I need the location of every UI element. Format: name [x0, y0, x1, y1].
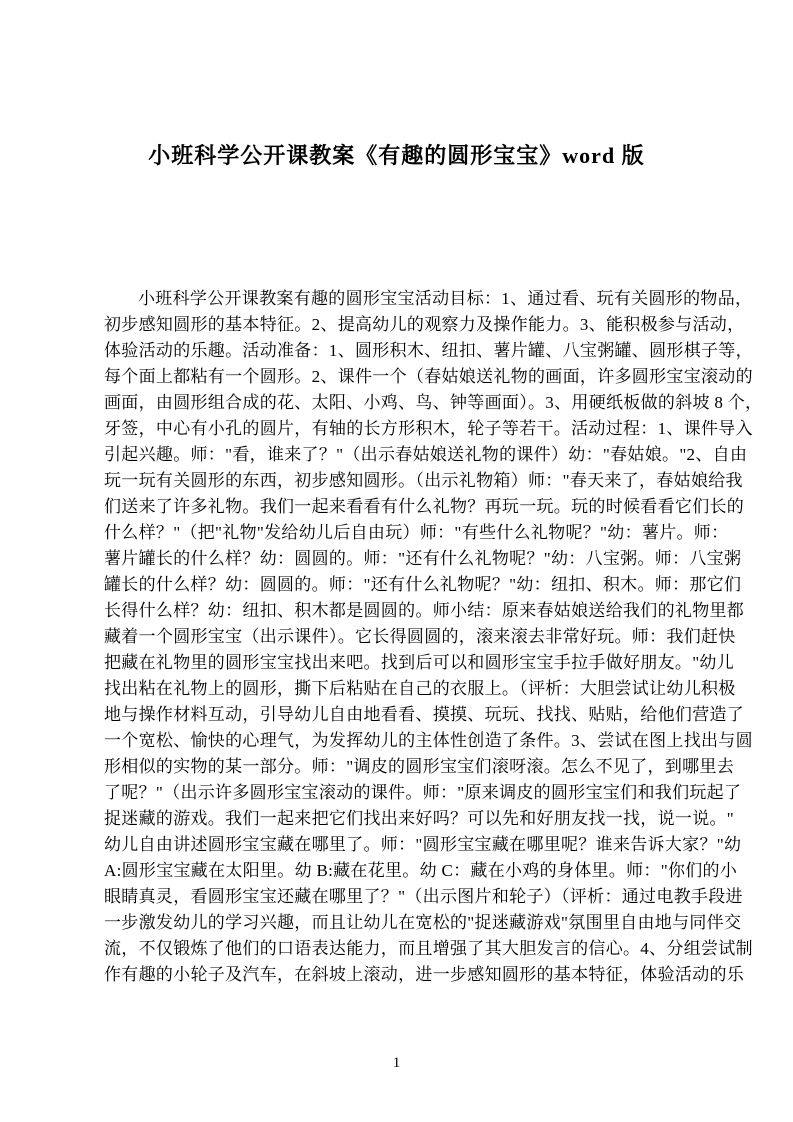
body-text-line: 地与操作材料互动，引导幼儿自由地看看、摸摸、玩玩、找找、贴贴，给他们营造了 [104, 705, 745, 724]
body-text-line: 画面，由圆形组合成的花、太阳、小鸡、鸟、钟等画面）。3、用硬纸板做的斜坡 8 个， [104, 393, 763, 412]
body-text-line: 薯片罐长的什么样？幼：圆圆的。师："还有什么礼物呢？"幼：八宝粥。师：八宝粥 [104, 549, 742, 568]
body-text-line: 流，不仅锻炼了他们的口语表达能力，而且增强了其大胆发言的信心。4、分组尝试制 [104, 939, 753, 958]
body-text-line: 长得什么样？幼：纽扣、积木都是圆圆的。师小结：原来春姑娘送给我们的礼物里都 [104, 601, 745, 620]
page-number: 1 [392, 1055, 401, 1071]
body-text-line: 一个宽松、愉快的心理气，为发挥幼儿的主体性创造了条件。3、尝试在图上找出与圆 [104, 731, 753, 750]
body-text-line: 们送来了许多礼物。我们一起来看看有什么礼物？再玩一玩。玩的时候看看它们长的 [104, 497, 745, 516]
body-text-line: 幼儿自由讲述圆形宝宝藏在哪里了。师："圆形宝宝藏在哪里呢？谁来告诉大家？"幼 [104, 835, 742, 854]
body-text-line: 作有趣的小轮子及汽车，在斜坡上滚动，进一步感知圆形的基本特征，体验活动的乐 [104, 965, 745, 984]
body-text-line: 捉迷藏的游戏。我们一起来把它们找出来好吗？可以先和好朋友找一找，说一说。" [104, 809, 735, 828]
body-text-line: 小班科学公开课教案有趣的圆形宝宝活动目标：1、通过看、玩有关圆形的物品， [138, 289, 753, 308]
body-text-line: 牙签，中心有小孔的圆片，有轴的长方形积木，轮子等若干。活动过程：1、课件导入 [104, 419, 753, 438]
body-text-line: 眼睛真灵，看圆形宝宝还藏在哪里了？"（出示图片和轮子）（评析：通过电教手段进 [104, 887, 743, 906]
document-body [104, 286, 793, 988]
body-text-line: 初步感知圆形的基本特征。2、提高幼儿的观察力及操作能力。3、能积极参与活动， [104, 315, 745, 334]
body-text-line: 了呢？"（出示许多圆形宝宝滚动的课件。师："原来调皮的圆形宝宝们和我们玩起了 [104, 783, 742, 802]
body-text-line: A:圆形宝宝藏在太阳里。幼 B:藏在花里。幼 C：藏在小鸡的身体里。师："你们的小 [104, 861, 738, 880]
body-text-line: 形相似的实物的某一部分。师："调皮的圆形宝宝们滚呀滚。怎么不见了，到哪里去 [104, 757, 735, 776]
body-text-line: 玩一玩有关圆形的东西，初步感知圆形。（出示礼物箱）师："春天来了，春姑娘给我 [104, 471, 743, 490]
body-text-line: 体验活动的乐趣。活动准备：1、圆形积木、纽扣、薯片罐、八宝粥罐、圆形棋子等， [104, 341, 753, 360]
body-text-line: 什么样？"（把"礼物"发给幼儿后自由玩）师："有些什么礼物呢？"幼：薯片。师： [104, 523, 729, 542]
document-title: 小班科学公开课教案《有趣的圆形宝宝》word 版 [148, 143, 645, 168]
body-text-line: 罐长的什么样？幼：圆圆的。师："还有什么礼物呢？"幼：纽扣、积木。师：那它们 [104, 575, 742, 594]
body-text-line: 一步激发幼儿的学习兴趣，而且让幼儿在宽松的"捉迷藏游戏"氛围里自由地与同伴交 [104, 913, 742, 932]
body-text-line: 找出粘在礼物上的圆形，撕下后粘贴在自己的衣服上。（评析：大胆尝试让幼儿积极 [104, 679, 736, 698]
body-text-line: 藏着一个圆形宝宝（出示课件）。它长得圆圆的，滚来滚去非常好玩。师：我们赶快 [104, 627, 736, 646]
body-text-line: 每个面上都粘有一个圆形。2、课件一个（春姑娘送礼物的画面，许多圆形宝宝滚动的 [104, 367, 753, 386]
body-text-line: 引起兴趣。师："看，谁来了？"（出示春姑娘送礼物的课件）幼："春姑娘。"2、自由 [104, 445, 748, 464]
body-text-line: 把藏在礼物里的圆形宝宝找出来吧。找到后可以和圆形宝宝手拉手做好朋友。"幼儿 [104, 653, 735, 672]
